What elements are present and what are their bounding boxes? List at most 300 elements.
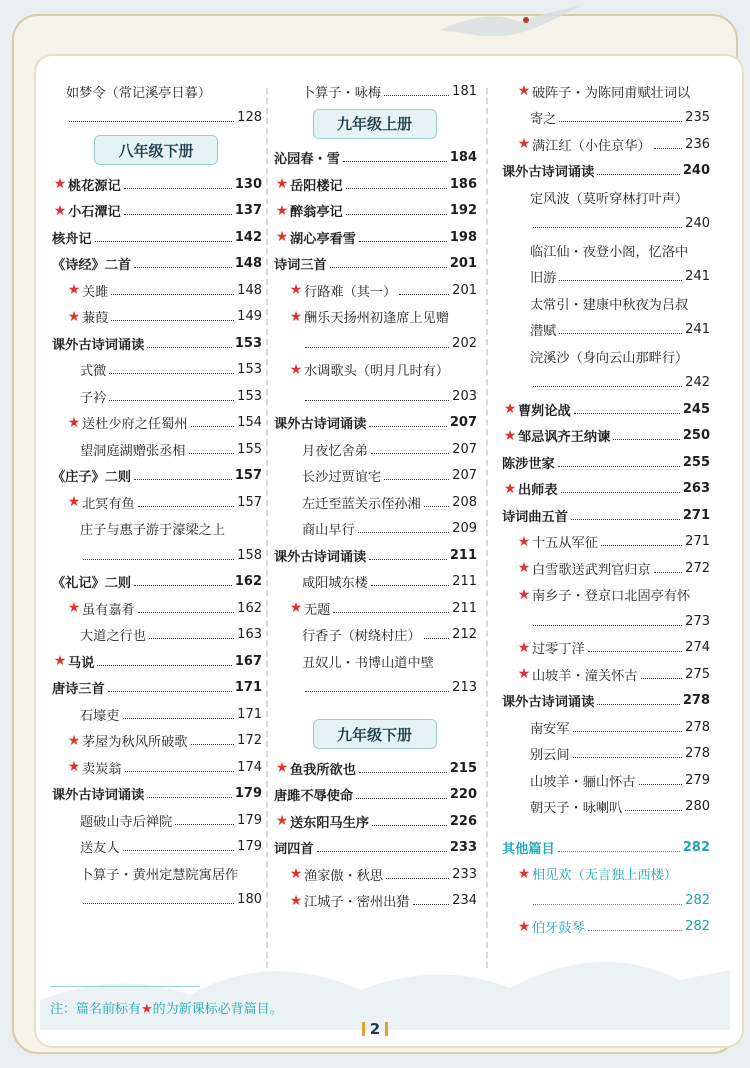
toc-entry-title: 蒹葭 <box>82 311 109 327</box>
toc-entry-page: 271 <box>685 534 710 550</box>
dot-leader <box>424 630 449 639</box>
toc-entry-page: 153 <box>237 388 262 404</box>
toc-entry-page: 274 <box>685 640 710 656</box>
dot-leader <box>83 551 234 560</box>
toc-entry-title: 山坡羊・潼关怀古 <box>532 668 638 684</box>
toc-entry-page: 207 <box>452 468 477 484</box>
dot-leader <box>558 843 680 852</box>
toc-entry[interactable] <box>500 502 710 529</box>
dot-leader <box>533 378 682 387</box>
toc-entry-page: 157 <box>237 494 262 510</box>
toc-entry-page: 233 <box>452 866 477 882</box>
toc-entry[interactable] <box>50 860 262 887</box>
toc-entry[interactable] <box>272 330 477 357</box>
toc-entry[interactable] <box>50 542 262 569</box>
dot-leader <box>149 630 234 639</box>
toc-entry[interactable] <box>500 661 710 688</box>
toc-entry-title: 课外古诗词诵读 <box>274 549 367 565</box>
toc-entry[interactable] <box>272 224 477 251</box>
star-icon: ★ <box>141 1002 153 1017</box>
dot-leader <box>175 816 234 825</box>
toc-entry[interactable] <box>500 582 710 609</box>
star-icon: ★ <box>67 600 81 617</box>
toc-entry-page: 167 <box>234 653 262 669</box>
toc-entry-title: 送东阳马生序 <box>290 815 370 831</box>
toc-entry[interactable] <box>272 542 477 569</box>
toc-entry[interactable] <box>50 622 262 649</box>
page-number-text: 2 <box>369 1020 381 1038</box>
toc-entry-page: 278 <box>685 746 710 762</box>
dot-leader <box>372 817 447 826</box>
toc-entry-page: 215 <box>449 760 477 776</box>
dot-leader <box>123 842 235 851</box>
toc-entry[interactable] <box>500 449 710 476</box>
toc-entry-page: 236 <box>685 136 710 152</box>
spacer <box>272 701 477 715</box>
toc-entry[interactable] <box>500 741 710 768</box>
dot-leader <box>124 180 232 189</box>
star-icon: ★ <box>289 892 303 909</box>
toc-entry-title: 朝天子・咏喇叭 <box>530 801 623 817</box>
toc-entry-title: 寄之 <box>530 112 557 128</box>
dot-leader <box>134 259 232 268</box>
toc-entry-title: 太常引・建康中秋夜为吕叔 <box>530 297 689 313</box>
toc-entry-page: 212 <box>452 627 477 643</box>
toc-entry[interactable] <box>500 343 710 370</box>
toc-entry-title: 鱼我所欲也 <box>290 762 356 778</box>
toc-entry[interactable] <box>500 211 710 238</box>
toc-entry[interactable] <box>500 914 710 941</box>
toc-entry-title: 式微 <box>80 364 107 380</box>
toc-entry-page: 245 <box>682 401 710 417</box>
toc-entry[interactable] <box>500 688 710 715</box>
toc-entry-title: 江城子・密州出猎 <box>304 895 410 911</box>
toc-entry-title: 子衿 <box>80 390 107 406</box>
toc-entry[interactable] <box>272 410 477 437</box>
toc-entry-page: 278 <box>685 719 710 735</box>
toc-entry[interactable] <box>272 622 477 649</box>
toc-entry-title: 课外古诗词诵读 <box>52 337 145 353</box>
toc-entry[interactable] <box>272 888 477 915</box>
toc-entry-page: 211 <box>452 574 477 590</box>
toc-entry[interactable] <box>50 304 262 331</box>
dot-leader <box>386 870 449 879</box>
toc-entry[interactable] <box>50 516 262 543</box>
toc-entry-title: 唐雎不辱使命 <box>274 789 354 805</box>
star-icon: ★ <box>289 600 303 617</box>
toc-entry-page: 174 <box>237 759 262 775</box>
toc-entry[interactable] <box>50 728 262 755</box>
toc-entry-page: 179 <box>237 812 262 828</box>
toc-entry[interactable] <box>272 357 477 384</box>
toc-entry[interactable] <box>50 436 262 463</box>
toc-entry[interactable] <box>500 131 710 158</box>
toc-entry[interactable] <box>500 158 710 185</box>
toc-entry-title: 核舟记 <box>52 231 92 247</box>
note-rule <box>50 986 200 987</box>
toc-entry-title: 卖炭翁 <box>82 761 122 777</box>
star-icon: ★ <box>275 229 289 246</box>
toc-entry[interactable] <box>50 251 262 278</box>
toc-entry-title: 诗词曲五首 <box>502 509 568 525</box>
toc-entry-title: 丑奴儿・书博山道中壁 <box>302 655 434 671</box>
toc-entry-title: 诗词三首 <box>274 258 327 274</box>
toc-entry[interactable] <box>50 781 262 808</box>
star-icon: ★ <box>517 586 531 603</box>
toc-entry-page: 233 <box>449 840 477 856</box>
toc-entry-page: 203 <box>452 388 477 404</box>
toc-entry-title: 《礼记》二则 <box>52 576 132 592</box>
dot-leader <box>343 153 447 162</box>
dot-leader <box>559 272 682 281</box>
star-icon: ★ <box>503 401 517 418</box>
toc-entry[interactable] <box>50 198 262 225</box>
dot-leader <box>111 286 234 295</box>
toc-entry-title: 关雎 <box>82 284 109 300</box>
dot-leader <box>191 736 235 745</box>
toc-entry-title: 卜算子・黄州定慧院寓居作 <box>80 867 239 883</box>
toc-entry-title: 相见欢（无言独上西楼） <box>532 868 678 884</box>
toc-entry[interactable] <box>50 807 262 834</box>
toc-entry[interactable] <box>500 834 710 861</box>
dot-leader <box>601 537 682 546</box>
toc-entry[interactable] <box>272 648 477 675</box>
toc-entry-page: 241 <box>685 269 710 285</box>
toc-entry[interactable] <box>50 357 262 384</box>
toc-entry-title: 陈涉世家 <box>502 456 555 472</box>
star-icon: ★ <box>275 176 289 193</box>
toc-entry[interactable] <box>272 78 477 105</box>
toc-entry-page: 149 <box>237 309 262 325</box>
toc-entry[interactable] <box>500 370 710 397</box>
toc-entry[interactable] <box>272 675 477 702</box>
toc-entry-title: 别云间 <box>530 748 570 764</box>
dot-leader <box>134 577 232 586</box>
toc-entry-page: 202 <box>452 335 477 351</box>
toc-entry[interactable] <box>272 304 477 331</box>
star-icon: ★ <box>289 866 303 883</box>
toc-entry[interactable] <box>50 224 262 251</box>
toc-entry-page: 137 <box>234 203 262 219</box>
star-icon: ★ <box>275 760 289 777</box>
star-icon: ★ <box>517 83 531 100</box>
toc-entry[interactable] <box>272 171 477 198</box>
toc-entry-page: 153 <box>237 362 262 378</box>
dot-leader <box>424 498 449 507</box>
toc-entry-page: 242 <box>685 375 710 391</box>
toc-entry-page: 273 <box>685 613 710 629</box>
toc-column-3 <box>500 78 710 940</box>
toc-entry[interactable] <box>500 184 710 211</box>
dot-leader <box>384 471 449 480</box>
toc-entry[interactable] <box>50 78 262 105</box>
toc-entry-title: 潜赋 <box>530 324 557 340</box>
toc-entry-page: 213 <box>452 680 477 696</box>
toc-entry[interactable] <box>500 237 710 264</box>
star-icon: ★ <box>53 176 67 193</box>
toc-entry[interactable] <box>272 835 477 862</box>
toc-entry[interactable] <box>500 608 710 635</box>
toc-entry-page: 128 <box>237 110 262 126</box>
toc-entry-page: 282 <box>685 919 710 935</box>
dot-leader <box>109 392 234 401</box>
toc-entry-title: 邹忌讽齐王纳谏 <box>518 430 611 446</box>
toc-entry[interactable] <box>500 714 710 741</box>
toc-entry-title: 十五从军征 <box>532 536 598 552</box>
star-icon: ★ <box>503 480 517 497</box>
toc-entry[interactable] <box>500 396 710 423</box>
toc-entry-page: 163 <box>237 627 262 643</box>
toc-entry-title: 庄子与惠子游于濠梁之上 <box>80 523 226 539</box>
toc-entry-title: 课外古诗词诵读 <box>502 695 595 711</box>
toc-entry-page: 180 <box>237 892 262 908</box>
star-icon: ★ <box>67 414 81 431</box>
toc-entry-title: 伯牙鼓琴 <box>532 921 585 937</box>
toc-entry[interactable] <box>272 595 477 622</box>
toc-entry[interactable] <box>50 383 262 410</box>
dot-leader <box>317 843 447 852</box>
toc-entry-page: 278 <box>682 693 710 709</box>
toc-entry-title: 石壕吏 <box>80 708 120 724</box>
toc-entry-page: 148 <box>234 256 262 272</box>
dot-leader <box>559 325 682 334</box>
toc-entry[interactable] <box>50 489 262 516</box>
toc-entry-page: 172 <box>237 733 262 749</box>
toc-entry-title: 行香子（树绕村庄） <box>302 629 421 645</box>
toc-entry[interactable] <box>50 887 262 914</box>
toc-entry[interactable] <box>500 555 710 582</box>
toc-entry-title: 课外古诗词诵读 <box>52 788 145 804</box>
toc-entry[interactable] <box>50 277 262 304</box>
star-icon: ★ <box>53 653 67 670</box>
toc-entry-title: 虽有嘉肴 <box>82 602 135 618</box>
toc-entry[interactable] <box>272 251 477 278</box>
toc-entry-page: 162 <box>237 600 262 616</box>
dot-leader <box>639 776 683 785</box>
dot-leader <box>359 764 447 773</box>
toc-entry[interactable] <box>500 767 710 794</box>
dot-leader <box>559 113 682 122</box>
dot-leader <box>138 498 234 507</box>
toc-entry[interactable] <box>272 569 477 596</box>
dot-leader <box>597 696 680 705</box>
toc-entry[interactable] <box>50 834 262 861</box>
star-icon: ★ <box>503 427 517 444</box>
toc-entry-page: 241 <box>685 322 710 338</box>
toc-entry-title: 山坡羊・骊山怀古 <box>530 774 636 790</box>
section-heading: 八年级下册 <box>94 135 218 165</box>
toc-entry[interactable] <box>272 383 477 410</box>
toc-entry-title: 南乡子・登京口北固亭有怀 <box>532 589 691 605</box>
toc-entry-page: 192 <box>449 203 477 219</box>
toc-entry[interactable] <box>50 105 262 132</box>
toc-entry-title: 商山早行 <box>302 523 355 539</box>
toc-entry-title: 渔家傲・秋思 <box>304 868 384 884</box>
toc-entry[interactable] <box>500 264 710 291</box>
toc-entry-title: 送杜少府之任蜀州 <box>82 417 188 433</box>
dot-leader <box>346 180 447 189</box>
toc-entry-title: 咸阳城东楼 <box>302 576 368 592</box>
dot-leader <box>108 683 232 692</box>
toc-entry-page: 186 <box>449 176 477 192</box>
toc-entry-page: 155 <box>237 441 262 457</box>
toc-entry[interactable] <box>50 410 262 437</box>
toc-entry-title: 马说 <box>68 655 95 671</box>
toc-entry[interactable] <box>50 701 262 728</box>
toc-entry[interactable] <box>50 675 262 702</box>
star-icon: ★ <box>517 918 531 935</box>
dot-leader <box>654 140 682 149</box>
dot-leader <box>371 445 449 454</box>
dot-leader <box>333 604 449 613</box>
toc-entry-title: 月夜忆舍弟 <box>302 443 368 459</box>
toc-entry[interactable] <box>272 436 477 463</box>
star-icon: ★ <box>289 308 303 325</box>
toc-entry[interactable] <box>50 595 262 622</box>
section-heading: 九年级上册 <box>313 109 437 139</box>
star-icon: ★ <box>67 494 81 511</box>
dot-leader <box>597 166 680 175</box>
star-icon: ★ <box>275 202 289 219</box>
column-divider-1 <box>266 88 268 968</box>
toc-entry-page: 208 <box>452 494 477 510</box>
toc-entry-page: 211 <box>449 547 477 563</box>
toc-entry[interactable] <box>272 489 477 516</box>
dot-leader <box>384 87 449 96</box>
star-icon: ★ <box>517 865 531 882</box>
toc-entry[interactable] <box>500 529 710 556</box>
toc-entry-title: 长沙过贾谊宅 <box>302 470 382 486</box>
toc-entry[interactable] <box>500 317 710 344</box>
footnote-text-before: 注：篇名前标有 <box>50 1002 142 1017</box>
toc-entry[interactable] <box>50 754 262 781</box>
dot-leader <box>134 471 232 480</box>
toc-entry-page: 282 <box>682 839 710 855</box>
toc-entry-title: 大道之行也 <box>80 629 146 645</box>
column-divider-2 <box>486 88 488 968</box>
toc-entry[interactable] <box>272 145 477 172</box>
toc-entry[interactable] <box>50 171 262 198</box>
toc-entry-page: 250 <box>682 428 710 444</box>
toc-entry-page: 263 <box>682 481 710 497</box>
toc-entry[interactable] <box>500 105 710 132</box>
toc-entry[interactable] <box>50 463 262 490</box>
toc-entry[interactable] <box>272 861 477 888</box>
toc-entry[interactable] <box>272 755 477 782</box>
toc-entry[interactable] <box>272 516 477 543</box>
dot-leader <box>654 564 682 573</box>
dot-leader <box>189 445 235 454</box>
toc-entry-page: 207 <box>449 415 477 431</box>
toc-entry-title: 课外古诗词诵读 <box>274 417 367 433</box>
star-icon: ★ <box>67 282 81 299</box>
star-icon: ★ <box>517 533 531 550</box>
dot-leader <box>191 418 235 427</box>
toc-entry-title: 定风波（莫听穿林打叶声） <box>530 191 689 207</box>
dot-leader <box>533 896 682 905</box>
toc-entry-title: 唐诗三首 <box>52 682 105 698</box>
star-icon: ★ <box>67 732 81 749</box>
toc-entry-page: 162 <box>234 574 262 590</box>
toc-entry-title: 无题 <box>304 602 331 618</box>
toc-entry[interactable] <box>272 782 477 809</box>
toc-entry[interactable] <box>500 861 710 888</box>
dot-leader <box>83 895 234 904</box>
toc-entry-page: 209 <box>452 521 477 537</box>
toc-entry-page: 280 <box>685 799 710 815</box>
toc-entry-page: 171 <box>237 706 262 722</box>
toc-entry-title: 浣溪沙（身向云山那畔行） <box>530 350 689 366</box>
footnote <box>50 998 283 1017</box>
toc-entry[interactable] <box>272 463 477 490</box>
toc-entry[interactable] <box>272 808 477 835</box>
dot-leader <box>588 922 682 931</box>
star-icon: ★ <box>67 759 81 776</box>
dot-leader <box>413 896 450 905</box>
toc-entry-title: 醉翁亭记 <box>290 205 343 221</box>
toc-entry-title: 其他篇目 <box>502 841 555 857</box>
toc-entry[interactable] <box>272 198 477 225</box>
toc-entry-page: 211 <box>452 600 477 616</box>
toc-entry[interactable] <box>50 569 262 596</box>
toc-entry-title: 旧游 <box>530 271 557 287</box>
toc-entry[interactable] <box>500 887 710 914</box>
toc-entry[interactable] <box>500 78 710 105</box>
dot-leader <box>123 710 235 719</box>
toc-entry-page: 154 <box>237 415 262 431</box>
dot-leader <box>138 604 234 613</box>
dot-leader <box>305 392 449 401</box>
toc-entry-page: 235 <box>685 110 710 126</box>
dot-leader <box>125 763 235 772</box>
toc-entry-title: 临江仙・夜登小阁，忆洛中 <box>530 244 689 260</box>
toc-entry[interactable] <box>500 476 710 503</box>
section-heading: 九年级下册 <box>313 719 437 749</box>
toc-entry-title: 小石潭记 <box>68 205 121 221</box>
toc-entry-title: 沁园春・雪 <box>274 152 340 168</box>
crane-illustration <box>430 0 590 48</box>
toc-entry[interactable] <box>50 648 262 675</box>
toc-entry-title: 望洞庭湖赠张丞相 <box>80 443 186 459</box>
toc-entry-page: 158 <box>237 547 262 563</box>
dot-leader <box>69 113 234 122</box>
toc-entry-page: 142 <box>234 229 262 245</box>
toc-entry-title: 课外古诗词诵读 <box>502 165 595 181</box>
dot-leader <box>109 365 234 374</box>
toc-entry[interactable] <box>500 290 710 317</box>
toc-entry[interactable] <box>500 635 710 662</box>
dot-leader <box>613 431 680 440</box>
toc-entry[interactable] <box>272 277 477 304</box>
star-icon: ★ <box>517 639 531 656</box>
toc-entry[interactable] <box>500 423 710 450</box>
dot-leader <box>124 206 232 215</box>
star-icon: ★ <box>275 813 289 830</box>
toc-entry-page: 226 <box>449 813 477 829</box>
dot-leader <box>147 789 232 798</box>
dot-leader <box>305 683 449 692</box>
toc-entry[interactable] <box>50 330 262 357</box>
dot-leader <box>330 259 447 268</box>
toc-entry[interactable] <box>500 794 710 821</box>
toc-entry-title: 南安军 <box>530 721 570 737</box>
toc-entry-page: 153 <box>234 335 262 351</box>
dot-leader <box>571 511 680 520</box>
dot-leader <box>97 657 231 666</box>
toc-entry-page: 130 <box>234 176 262 192</box>
toc-entry-page: 240 <box>682 163 710 179</box>
toc-entry-title: 《诗经》二首 <box>52 258 132 274</box>
